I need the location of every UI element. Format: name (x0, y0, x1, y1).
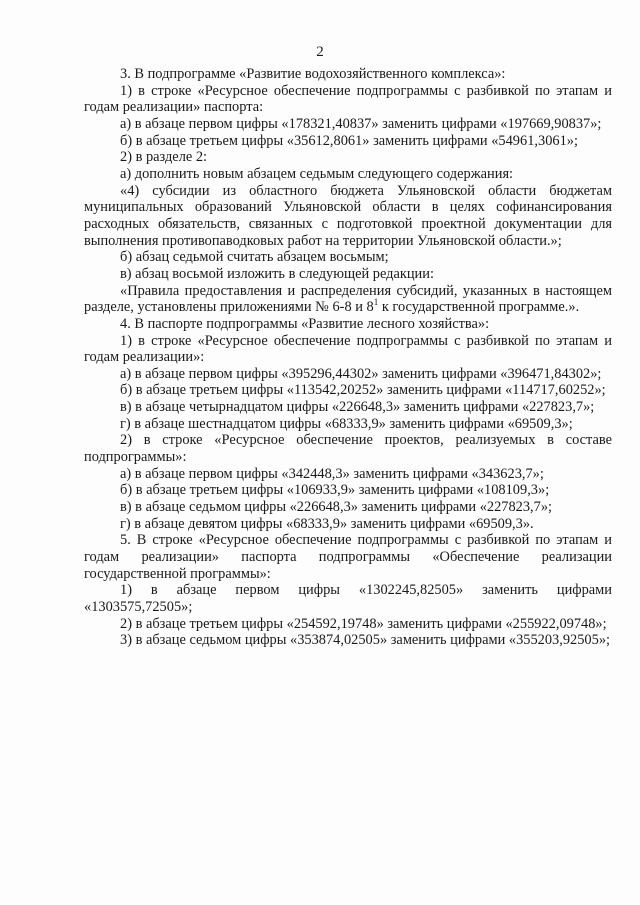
section-5-item-1: 1) в абзаце первом цифры «1302245,82505» заменить цифрами «1303575,72505»; (84, 582, 612, 615)
section-3-item-1a: а) в абзаце первом цифры «178321,40837» заменить цифрами «197669,90837»; (120, 115, 602, 132)
section-3-item-2c-quote (84, 283, 612, 316)
section-3-item-2c: в) абзац восьмой изложить в следующей редакции: (120, 265, 434, 282)
section-3-heading: 3. В подпрограмме «Развитие водохозяйственного комплекса»: (120, 66, 506, 82)
section-3-item-2a-quote: «4) субсидии из областного бюджета Ульяновской области бюджетам муниципальных образований Ульяновской области в целях софинансирования расходных обязательств, связанных с подготовкой проектной документации для выполнения противопаводковых работ на территории Ульяновской области.»; (84, 182, 612, 249)
section-3-item-2b: б) абзац седьмой считать абзацем восьмым; (120, 249, 389, 266)
superscript-mark: 1 (373, 297, 379, 308)
section-5-heading: 5. В строке «Ресурсное обеспечение подпрограммы с разбивкой по этапам и годам реализации» паспорта подпрограммы «Обеспечение реализации государственной программы»: (84, 532, 612, 582)
section-4-item-1: 1) в строке «Ресурсное обеспечение подпрограммы с разбивкой по этапам и годам реализации»: (84, 332, 612, 366)
section-4-item-1a: а) в абзаце первом цифры «395296,44302» заменить цифрами «396471,84302»; (120, 365, 602, 382)
section-3-item-2: 2) в разделе 2: (120, 149, 208, 166)
section-3-item-1: 1) в строке «Ресурсное обеспечение подпрограммы с разбивкой по этапам и годам реализации» паспорта: (84, 82, 612, 116)
section-4-item-2: 2) в строке «Ресурсное обеспечение проектов, реализуемых в составе подпрограммы»: (84, 432, 612, 466)
section-4-item-1c: в) в абзаце четырнадцатом цифры «226648,3» заменить цифрами «227823,7»; (120, 399, 595, 416)
section-5-item-2: 2) в абзаце третьем цифры «254592,19748» заменить цифрами «255922,09748»; (120, 615, 607, 632)
section-3-item-1b: б) в абзаце третьем цифры «35612,8061» заменить цифрами «54961,3061»; (120, 132, 578, 149)
section-4-item-2d: г) в абзаце девятом цифры «68333,9» заменить цифрами «69509,3». (120, 515, 534, 532)
section-3-item-2a: а) дополнить новым абзацем седьмым следующего содержания: (120, 165, 514, 182)
section-4-heading: 4. В паспорте подпрограммы «Развитие лесного хозяйства»: (120, 315, 490, 332)
section-4-item-1b: б) в абзаце третьем цифры «113542,20252» заменить цифрами «114717,60252»; (120, 382, 606, 399)
quote-text-part1: «Правила предоставления и распределения субсидий, указанных в настоящем разделе, установлены приложениями № 6-8 и 8 (84, 282, 612, 316)
section-4-item-1d: г) в абзаце шестнадцатом цифры «68333,9» заменить цифрами «69509,3»; (120, 415, 573, 432)
section-4-item-2a: а) в абзаце первом цифры «342448,3» заменить цифрами «343623,7»; (120, 465, 544, 482)
quote-text-part2: к государственной программе.». (378, 299, 580, 316)
section-4-item-2b: б) в абзаце третьем цифры «106933,9» заменить цифрами «108109,3»; (120, 482, 550, 499)
section-4-item-2c: в) в абзаце седьмом цифры «226648,3» заменить цифрами «227823,7»; (120, 499, 553, 516)
section-5-item-3: 3) в абзаце седьмом цифры «353874,02505» заменить цифрами «355203,92505»; (120, 632, 611, 649)
page-number: 2 (316, 44, 324, 60)
document-body (84, 66, 612, 649)
